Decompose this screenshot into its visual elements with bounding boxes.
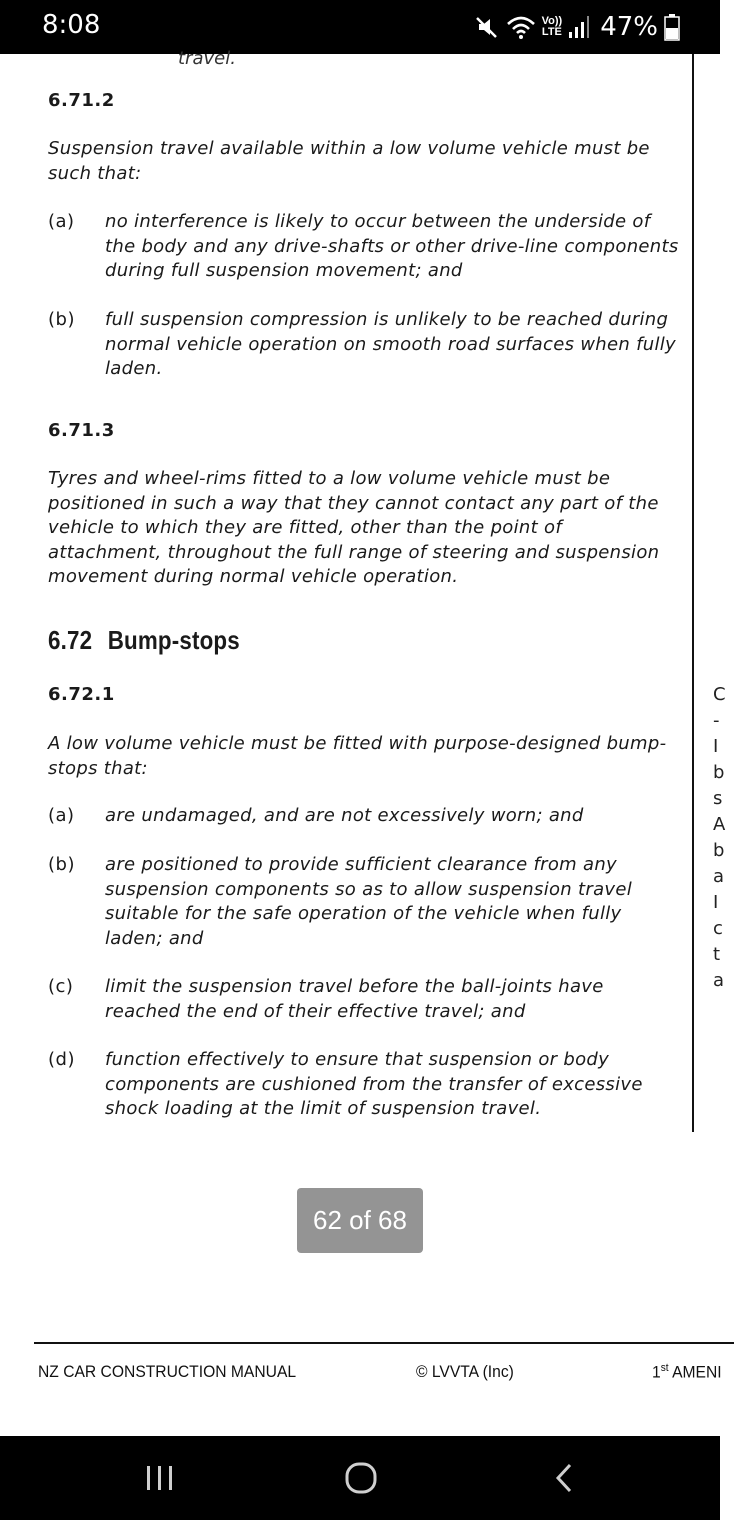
column-divider <box>692 54 694 1132</box>
item-text: no interference is likely to occur between the underside of the body and any drive-shafts or other drive-line components during full suspension movement; and <box>105 211 679 281</box>
footer-amendment: 1st AMENI <box>652 1362 722 1382</box>
adjacent-page-edge: C - I b s A b a I c t a <box>713 684 726 991</box>
item-text: full suspension compression is unlikely to be reached during normal vehicle operation on smooth road surfaces when fully laden. <box>105 309 676 379</box>
clause-6-71-2: 6.71.2 <box>48 90 115 111</box>
item-label: (d) <box>48 1049 75 1070</box>
battery-percent: 47% <box>600 12 658 42</box>
cut-off-text: travel. <box>178 48 236 69</box>
wifi-icon <box>506 14 536 40</box>
volte-indicator: Vo)) LTE <box>541 15 563 38</box>
footer-copyright: © LVVTA (Inc) <box>416 1362 514 1381</box>
status-time: 8:08 <box>42 10 101 40</box>
item-text: function effectively to ensure that suspension or body components are cushioned from the transfer of excessive shock loading at the limit of suspension travel. <box>105 1049 643 1119</box>
clause-6-72-1-paragraph: A low volume vehicle must be fitted with purpose-designed bump-stops that: <box>48 733 667 779</box>
footer-title: NZ CAR CONSTRUCTION MANUAL <box>38 1362 297 1381</box>
section-title: Bump-stops <box>107 625 240 655</box>
back-icon <box>550 1461 578 1495</box>
footer-divider <box>34 1342 734 1344</box>
item-label: (c) <box>48 976 74 997</box>
battery-icon <box>664 13 680 41</box>
section-heading-bump-stops <box>48 625 240 656</box>
navigation-bar <box>0 1436 720 1520</box>
clause-6-71-2-paragraph: Suspension travel available within a low volume vehicle must be such that: <box>48 138 650 184</box>
item-text: are positioned to provide sufficient clearance from any suspension components so as to allow suspension travel suitable for the safe operation of the vehicle when fully laden; and <box>105 854 633 949</box>
pdf-page-view[interactable] <box>0 48 726 1436</box>
home-icon <box>343 1460 379 1496</box>
back-button[interactable] <box>534 1454 594 1502</box>
section-number: 6.72 <box>48 625 93 655</box>
clause-6-71-3-paragraph: Tyres and wheel-rims fitted to a low volume vehicle must be positioned in such a way that they cannot contact any part of the vehicle to which they are fitted, other than the point of attachment, throughout the full range of steering and suspension movement during normal vehicle operation. <box>48 468 660 587</box>
page-indicator: 62 of 68 <box>297 1188 423 1253</box>
item-text: are undamaged, and are not excessively worn; and <box>105 805 584 826</box>
item-label: (a) <box>48 805 75 826</box>
item-label: (b) <box>48 309 75 330</box>
item-label: (b) <box>48 854 75 875</box>
signal-icon <box>568 14 590 40</box>
status-icons <box>474 10 680 44</box>
clause-6-72-1: 6.72.1 <box>48 684 115 705</box>
recent-apps-button[interactable] <box>130 1454 190 1502</box>
status-bar <box>0 0 720 54</box>
home-button[interactable] <box>331 1454 391 1502</box>
mute-icon <box>474 14 500 40</box>
item-label: (a) <box>48 211 75 232</box>
item-text: limit the suspension travel before the ball-joints have reached the end of their effective travel; and <box>105 976 604 1022</box>
recent-apps-icon <box>143 1464 177 1492</box>
clause-6-71-3: 6.71.3 <box>48 420 115 441</box>
